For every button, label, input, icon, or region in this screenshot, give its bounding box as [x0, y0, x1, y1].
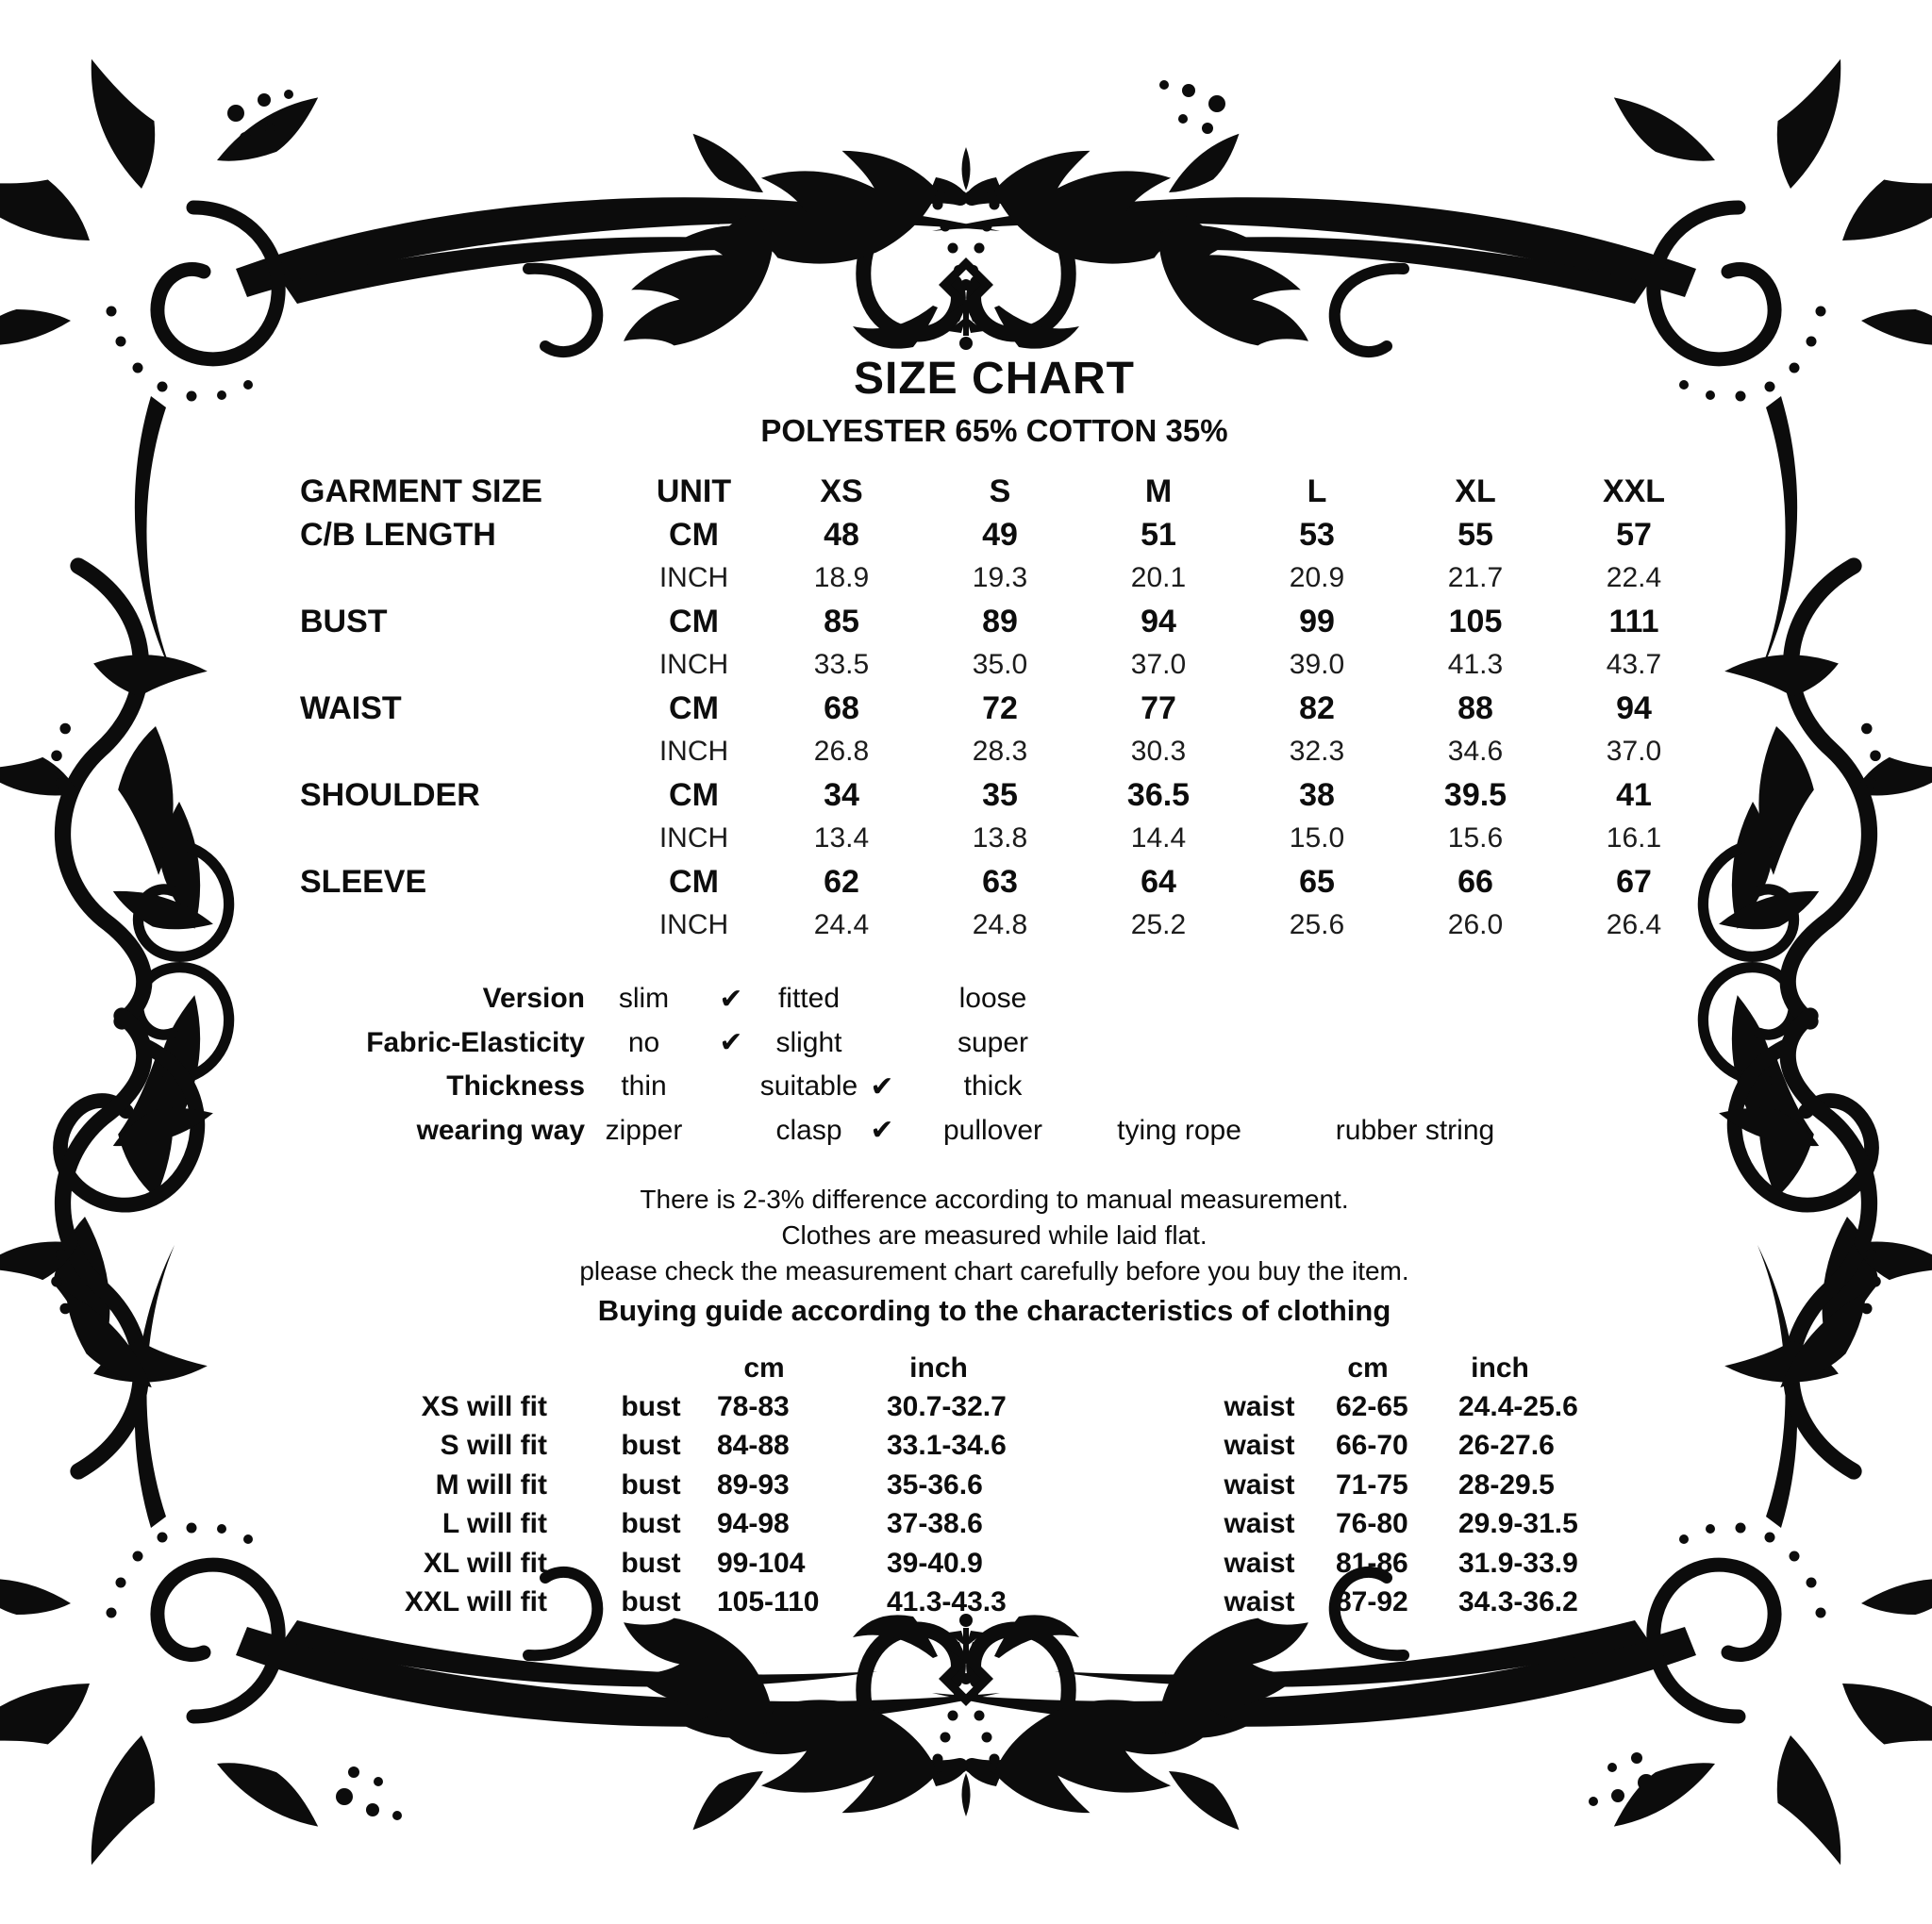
- attribute-option: loose: [958, 983, 1027, 1015]
- waist-label: waist: [1224, 1586, 1295, 1618]
- inch-value: 24.8: [972, 909, 1028, 940]
- waist-label: waist: [1224, 1547, 1295, 1579]
- inch-value: 13.8: [972, 822, 1028, 854]
- cm-value: 34: [824, 776, 859, 813]
- cm-value: 63: [982, 863, 1018, 900]
- check-icon: ✔: [870, 1070, 894, 1103]
- inch-value: 15.6: [1447, 822, 1504, 854]
- waist-label: waist: [1224, 1430, 1295, 1462]
- buying-guide-header: [307, 1349, 1674, 1387]
- buying-guide-row: [307, 1466, 1674, 1504]
- size-column-header: XL: [1455, 473, 1496, 509]
- inch-value: 26.4: [1606, 909, 1662, 940]
- cm-value: 68: [824, 689, 859, 726]
- inch-value: 28.3: [972, 736, 1028, 767]
- attribute-option: pullover: [942, 1114, 1043, 1146]
- cm-value: 55: [1457, 516, 1493, 553]
- inch-value: 26.0: [1447, 909, 1504, 940]
- cm-value: 51: [1141, 516, 1176, 553]
- unit-inch-label: INCH: [658, 822, 729, 854]
- inch-value: 33.5: [813, 649, 870, 680]
- bust-label: bust: [621, 1547, 681, 1579]
- bust-inch-range: 35-36.6: [887, 1468, 983, 1501]
- buying-guide-heading: Buying guide according to the characteristics of clothing: [597, 1294, 1391, 1327]
- unit-inch-label: INCH: [658, 736, 729, 767]
- table-row: [300, 513, 1724, 556]
- waist-cm-range: 81-86: [1336, 1547, 1408, 1579]
- inch-value: 30.3: [1130, 736, 1187, 767]
- waist-inch-range: 31.9-33.9: [1458, 1547, 1578, 1579]
- bust-label: bust: [621, 1508, 681, 1540]
- waist-cm-range: 71-75: [1336, 1468, 1408, 1501]
- attribute-option: no: [627, 1026, 660, 1058]
- buying-guide-row: [307, 1427, 1674, 1466]
- cm-value: 88: [1457, 689, 1493, 726]
- size-column-header: XXL: [1602, 473, 1666, 509]
- measurement-label: SHOULDER: [300, 776, 480, 813]
- cm-value: 94: [1141, 603, 1176, 639]
- waist-cm-header: cm: [1347, 1352, 1389, 1384]
- attribute-option: suitable: [759, 1070, 858, 1103]
- cm-value: 35: [982, 776, 1018, 813]
- measurement-label: SLEEVE: [300, 863, 427, 900]
- unit-cm-label: CM: [669, 603, 719, 639]
- cm-value: 105: [1448, 603, 1503, 639]
- check-icon: ✔: [719, 1027, 743, 1059]
- attribute-option: fitted: [777, 983, 841, 1015]
- unit-inch-label: INCH: [658, 649, 729, 680]
- waist-inch-header: inch: [1471, 1352, 1529, 1384]
- unit-header: UNIT: [656, 473, 732, 509]
- cm-value: 48: [824, 516, 859, 553]
- unit-cm-label: CM: [669, 863, 719, 900]
- attribute-label: Fabric-Elasticity: [366, 1026, 585, 1058]
- bust-inch-range: 41.3-43.3: [887, 1586, 1007, 1618]
- bust-label: bust: [621, 1430, 681, 1462]
- cm-value: 67: [1616, 863, 1652, 900]
- attribute-option: thick: [963, 1070, 1023, 1103]
- bust-label: bust: [621, 1391, 681, 1423]
- inch-value: 25.6: [1289, 909, 1345, 940]
- unit-cm-label: CM: [669, 689, 719, 726]
- attribute-option: zipper: [605, 1114, 683, 1146]
- fit-size-label: M will fit: [435, 1468, 547, 1501]
- buying-guide-table: [307, 1349, 1674, 1622]
- check-icon: ✔: [719, 983, 743, 1015]
- table-row: [300, 600, 1724, 643]
- note-line: Clothes are measured while laid flat.: [781, 1220, 1208, 1250]
- size-table-header: [300, 470, 1724, 513]
- cm-value: 66: [1457, 863, 1493, 900]
- inch-value: 13.4: [813, 822, 870, 854]
- garment-size-header: GARMENT SIZE: [300, 473, 542, 509]
- cm-value: 111: [1608, 603, 1659, 639]
- inch-value: 15.0: [1289, 822, 1345, 854]
- bust-cm-range: 105-110: [717, 1586, 820, 1618]
- inch-value: 14.4: [1130, 822, 1187, 854]
- inch-value: 37.0: [1606, 736, 1662, 767]
- cm-value: 53: [1299, 516, 1335, 553]
- cm-value: 49: [982, 516, 1018, 553]
- inch-value: 41.3: [1447, 649, 1504, 680]
- table-row: [300, 904, 1724, 947]
- inch-value: 19.3: [972, 562, 1028, 593]
- attribute-option: thin: [621, 1070, 667, 1103]
- measurement-label: C/B LENGTH: [300, 516, 496, 553]
- cm-value: 64: [1141, 863, 1176, 900]
- attribute-label: Version: [482, 983, 585, 1015]
- cm-value: 38: [1299, 776, 1335, 813]
- waist-label: waist: [1224, 1391, 1295, 1423]
- attribute-label: Thickness: [446, 1070, 585, 1103]
- buying-guide-row: [307, 1583, 1674, 1621]
- inch-value: 39.0: [1289, 649, 1345, 680]
- attribute-option: slim: [618, 983, 670, 1015]
- table-row: [300, 643, 1724, 687]
- note-line: please check the measurement chart carefully before you buy the item.: [579, 1256, 1409, 1285]
- bust-inch-range: 33.1-34.6: [887, 1430, 1007, 1462]
- size-column-header: L: [1307, 473, 1327, 509]
- inch-value: 35.0: [972, 649, 1028, 680]
- note-line: There is 2-3% difference according to manual measurement.: [640, 1185, 1349, 1214]
- cm-value: 41: [1616, 776, 1652, 813]
- unit-cm-label: CM: [669, 516, 719, 553]
- inch-value: 20.1: [1130, 562, 1187, 593]
- inch-value: 25.2: [1130, 909, 1187, 940]
- cm-value: 89: [982, 603, 1018, 639]
- attribute-row: [302, 1109, 1679, 1153]
- cm-value: 82: [1299, 689, 1335, 726]
- size-table: [300, 470, 1724, 947]
- table-row: [300, 860, 1724, 904]
- bust-cm-range: 99-104: [717, 1547, 806, 1579]
- bust-cm-range: 78-83: [717, 1391, 790, 1423]
- unit-inch-label: INCH: [658, 909, 729, 940]
- fit-size-label: XL will fit: [423, 1547, 547, 1579]
- bust-cm-range: 84-88: [717, 1430, 790, 1462]
- measurement-notes: [28, 1182, 1932, 1289]
- fit-size-label: S will fit: [440, 1430, 547, 1462]
- waist-cm-range: 76-80: [1336, 1508, 1408, 1540]
- measurement-label: BUST: [300, 603, 388, 639]
- inch-value: 37.0: [1130, 649, 1187, 680]
- cm-value: 94: [1616, 689, 1652, 726]
- cm-value: 77: [1141, 689, 1176, 726]
- waist-inch-range: 24.4-25.6: [1458, 1391, 1578, 1423]
- unit-inch-label: INCH: [658, 562, 729, 593]
- size-column-header: S: [989, 473, 1011, 509]
- cm-value: 62: [824, 863, 859, 900]
- attribute-label: wearing way: [416, 1114, 585, 1146]
- cm-value: 65: [1299, 863, 1335, 900]
- garment-attributes: [302, 977, 1679, 1153]
- fit-size-label: XS will fit: [421, 1391, 547, 1423]
- attribute-option: tying rope: [1117, 1114, 1241, 1146]
- fabric-composition: POLYESTER 65% COTTON 35%: [760, 413, 1228, 448]
- waist-inch-range: 28-29.5: [1458, 1468, 1555, 1501]
- table-row: [300, 556, 1724, 600]
- bust-cm-range: 89-93: [717, 1468, 790, 1501]
- inch-value: 22.4: [1606, 562, 1662, 593]
- size-table-body: [300, 513, 1724, 947]
- buying-guide-row: [307, 1505, 1674, 1544]
- cm-value: 72: [982, 689, 1018, 726]
- bust-label: bust: [621, 1468, 681, 1501]
- cm-value: 99: [1299, 603, 1335, 639]
- bust-cm-header: cm: [743, 1352, 785, 1384]
- bust-inch-range: 30.7-32.7: [887, 1391, 1007, 1423]
- bust-inch-range: 37-38.6: [887, 1508, 983, 1540]
- waist-cm-range: 62-65: [1336, 1391, 1408, 1423]
- cm-value: 85: [824, 603, 859, 639]
- inch-value: 18.9: [813, 562, 870, 593]
- attribute-option: clasp: [775, 1114, 842, 1146]
- attribute-option: slight: [775, 1026, 842, 1058]
- attribute-option: super: [957, 1026, 1029, 1058]
- inch-value: 34.6: [1447, 736, 1504, 767]
- measurement-label: WAIST: [300, 689, 402, 726]
- inch-value: 26.8: [813, 736, 870, 767]
- waist-cm-range: 66-70: [1336, 1430, 1408, 1462]
- inch-value: 21.7: [1447, 562, 1504, 593]
- bust-cm-range: 94-98: [717, 1508, 790, 1540]
- attribute-row: [302, 1021, 1679, 1066]
- bust-label: bust: [621, 1586, 681, 1618]
- size-column-header: M: [1144, 473, 1173, 509]
- cm-value: 39.5: [1443, 776, 1507, 813]
- waist-inch-range: 26-27.6: [1458, 1430, 1555, 1462]
- cm-value: 57: [1616, 516, 1652, 553]
- attribute-row: [302, 1065, 1679, 1109]
- inch-value: 20.9: [1289, 562, 1345, 593]
- waist-inch-range: 34.3-36.2: [1458, 1586, 1578, 1618]
- size-column-header: XS: [820, 473, 863, 509]
- inch-value: 43.7: [1606, 649, 1662, 680]
- unit-cm-label: CM: [669, 776, 719, 813]
- bust-inch-header: inch: [909, 1352, 968, 1384]
- buying-guide-row: [307, 1544, 1674, 1583]
- table-row: [300, 730, 1724, 773]
- cm-value: 36.5: [1126, 776, 1191, 813]
- attribute-row: [302, 977, 1679, 1021]
- fit-size-label: XXL will fit: [404, 1586, 547, 1618]
- waist-label: waist: [1224, 1468, 1295, 1501]
- page-title: SIZE CHART: [854, 354, 1135, 404]
- table-row: [300, 817, 1724, 860]
- table-row: [300, 687, 1724, 730]
- table-row: [300, 773, 1724, 817]
- bust-inch-range: 39-40.9: [887, 1547, 983, 1579]
- check-icon: ✔: [870, 1115, 894, 1147]
- fit-size-label: L will fit: [441, 1508, 547, 1540]
- buying-guide-row: [307, 1387, 1674, 1426]
- buying-guide-body: [307, 1387, 1674, 1621]
- inch-value: 32.3: [1289, 736, 1345, 767]
- waist-inch-range: 29.9-31.5: [1458, 1508, 1578, 1540]
- inch-value: 16.1: [1606, 822, 1662, 854]
- inch-value: 24.4: [813, 909, 870, 940]
- attribute-option: rubber string: [1335, 1114, 1495, 1146]
- waist-label: waist: [1224, 1508, 1295, 1540]
- waist-cm-range: 87-92: [1336, 1586, 1408, 1618]
